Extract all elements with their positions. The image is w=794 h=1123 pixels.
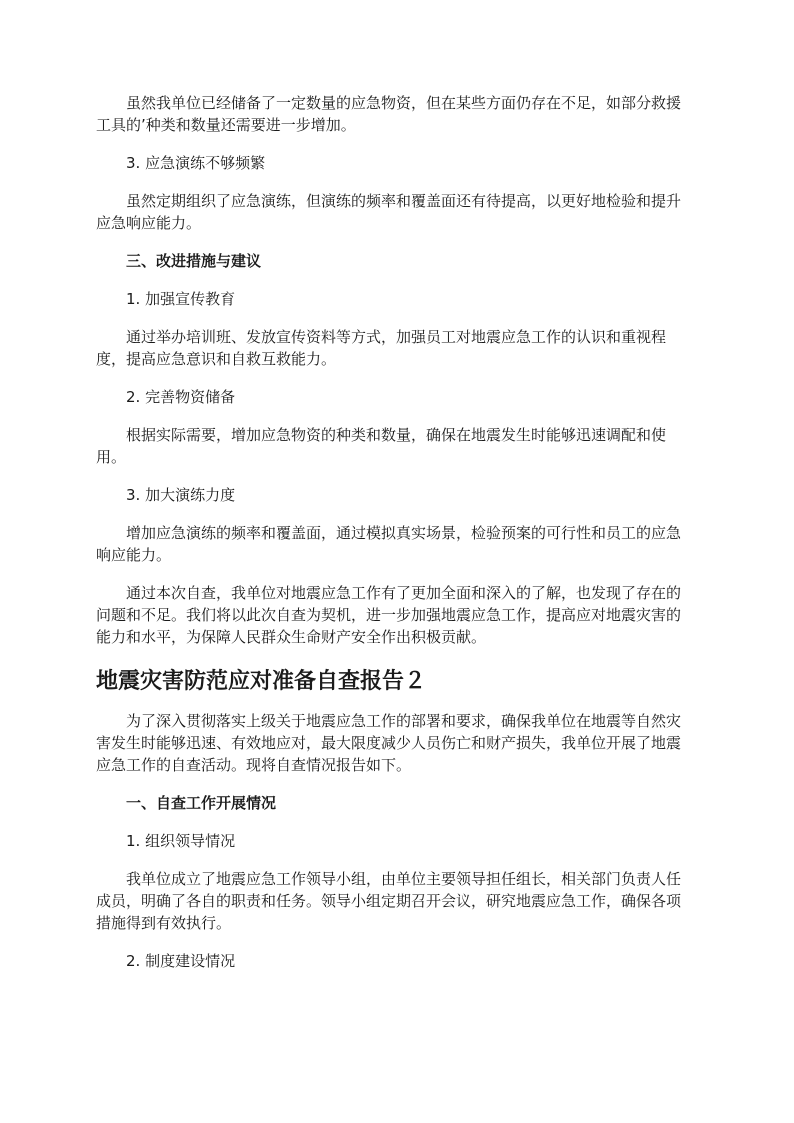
list-item-publicity: 1. 加强宣传教育 bbox=[126, 290, 236, 308]
list-item-drill-frequency: 3. 应急演练不够频繁 bbox=[126, 154, 266, 172]
section-heading-improvements: 三、改进措施与建议 bbox=[126, 252, 262, 270]
section-heading-self-check: 一、自查工作开展情况 bbox=[126, 794, 277, 812]
paragraph-material-shortage: 虽然我单位已经储备了一定数量的应急物资，但在某些方面仍存在不足，如部分救援工具的’种类和数量还需要进一步增加。 bbox=[96, 94, 682, 134]
list-item-drills: 3. 加大演练力度 bbox=[126, 486, 236, 504]
paragraph-drills: 增加应急演练的频率和覆盖面，通过模拟真实场景，检验预案的可行性和员工的应急响应能力。 bbox=[96, 524, 682, 564]
report-title: 地震灾害防范应对准备自查报告２ bbox=[96, 668, 427, 694]
list-item-system-building: 2. 制度建设情况 bbox=[126, 952, 236, 970]
list-item-materials: 2. 完善物资储备 bbox=[126, 388, 236, 406]
list-item-leadership: 1. 组织领导情况 bbox=[126, 832, 236, 850]
paragraph-introduction: 为了深入贯彻落实上级关于地震应急工作的部署和要求，确保我单位在地震等自然灾害发生时能够迅速、有效地应对，最大限度减少人员伤亡和财产损失，我单位开展了地震应急工作的自查活动。现将自查情况报告如下。 bbox=[96, 712, 682, 774]
document-body bbox=[96, 92, 692, 988]
paragraph-drill-frequency: 虽然定期组织了应急演练，但演练的频率和覆盖面还有待提高，以更好地检验和提升应急响应能力。 bbox=[96, 192, 682, 232]
paragraph-conclusion: 通过本次自查，我单位对地震应急工作有了更加全面和深入的了解，也发现了存在的问题和不足。我们将以此次自查为契机，进一步加强地震应急工作，提高应对地震灾害的能力和水平，为保障人民群众生命财产安全作出积极贡献。 bbox=[96, 584, 682, 646]
paragraph-materials: 根据实际需要，增加应急物资的种类和数量，确保在地震发生时能够迅速调配和使用。 bbox=[96, 426, 667, 466]
paragraph-publicity: 通过举办培训班、发放宣传资料等方式，加强员工对地震应急工作的认识和重视程度，提高应急意识和自救互救能力。 bbox=[96, 328, 667, 368]
paragraph-leadership: 我单位成立了地震应急工作领导小组，由单位主要领导担任组长，相关部门负责人任成员，明确了各自的职责和任务。领导小组定期召开会议，研究地震应急工作，确保各项措施得到有效执行。 bbox=[96, 870, 682, 932]
